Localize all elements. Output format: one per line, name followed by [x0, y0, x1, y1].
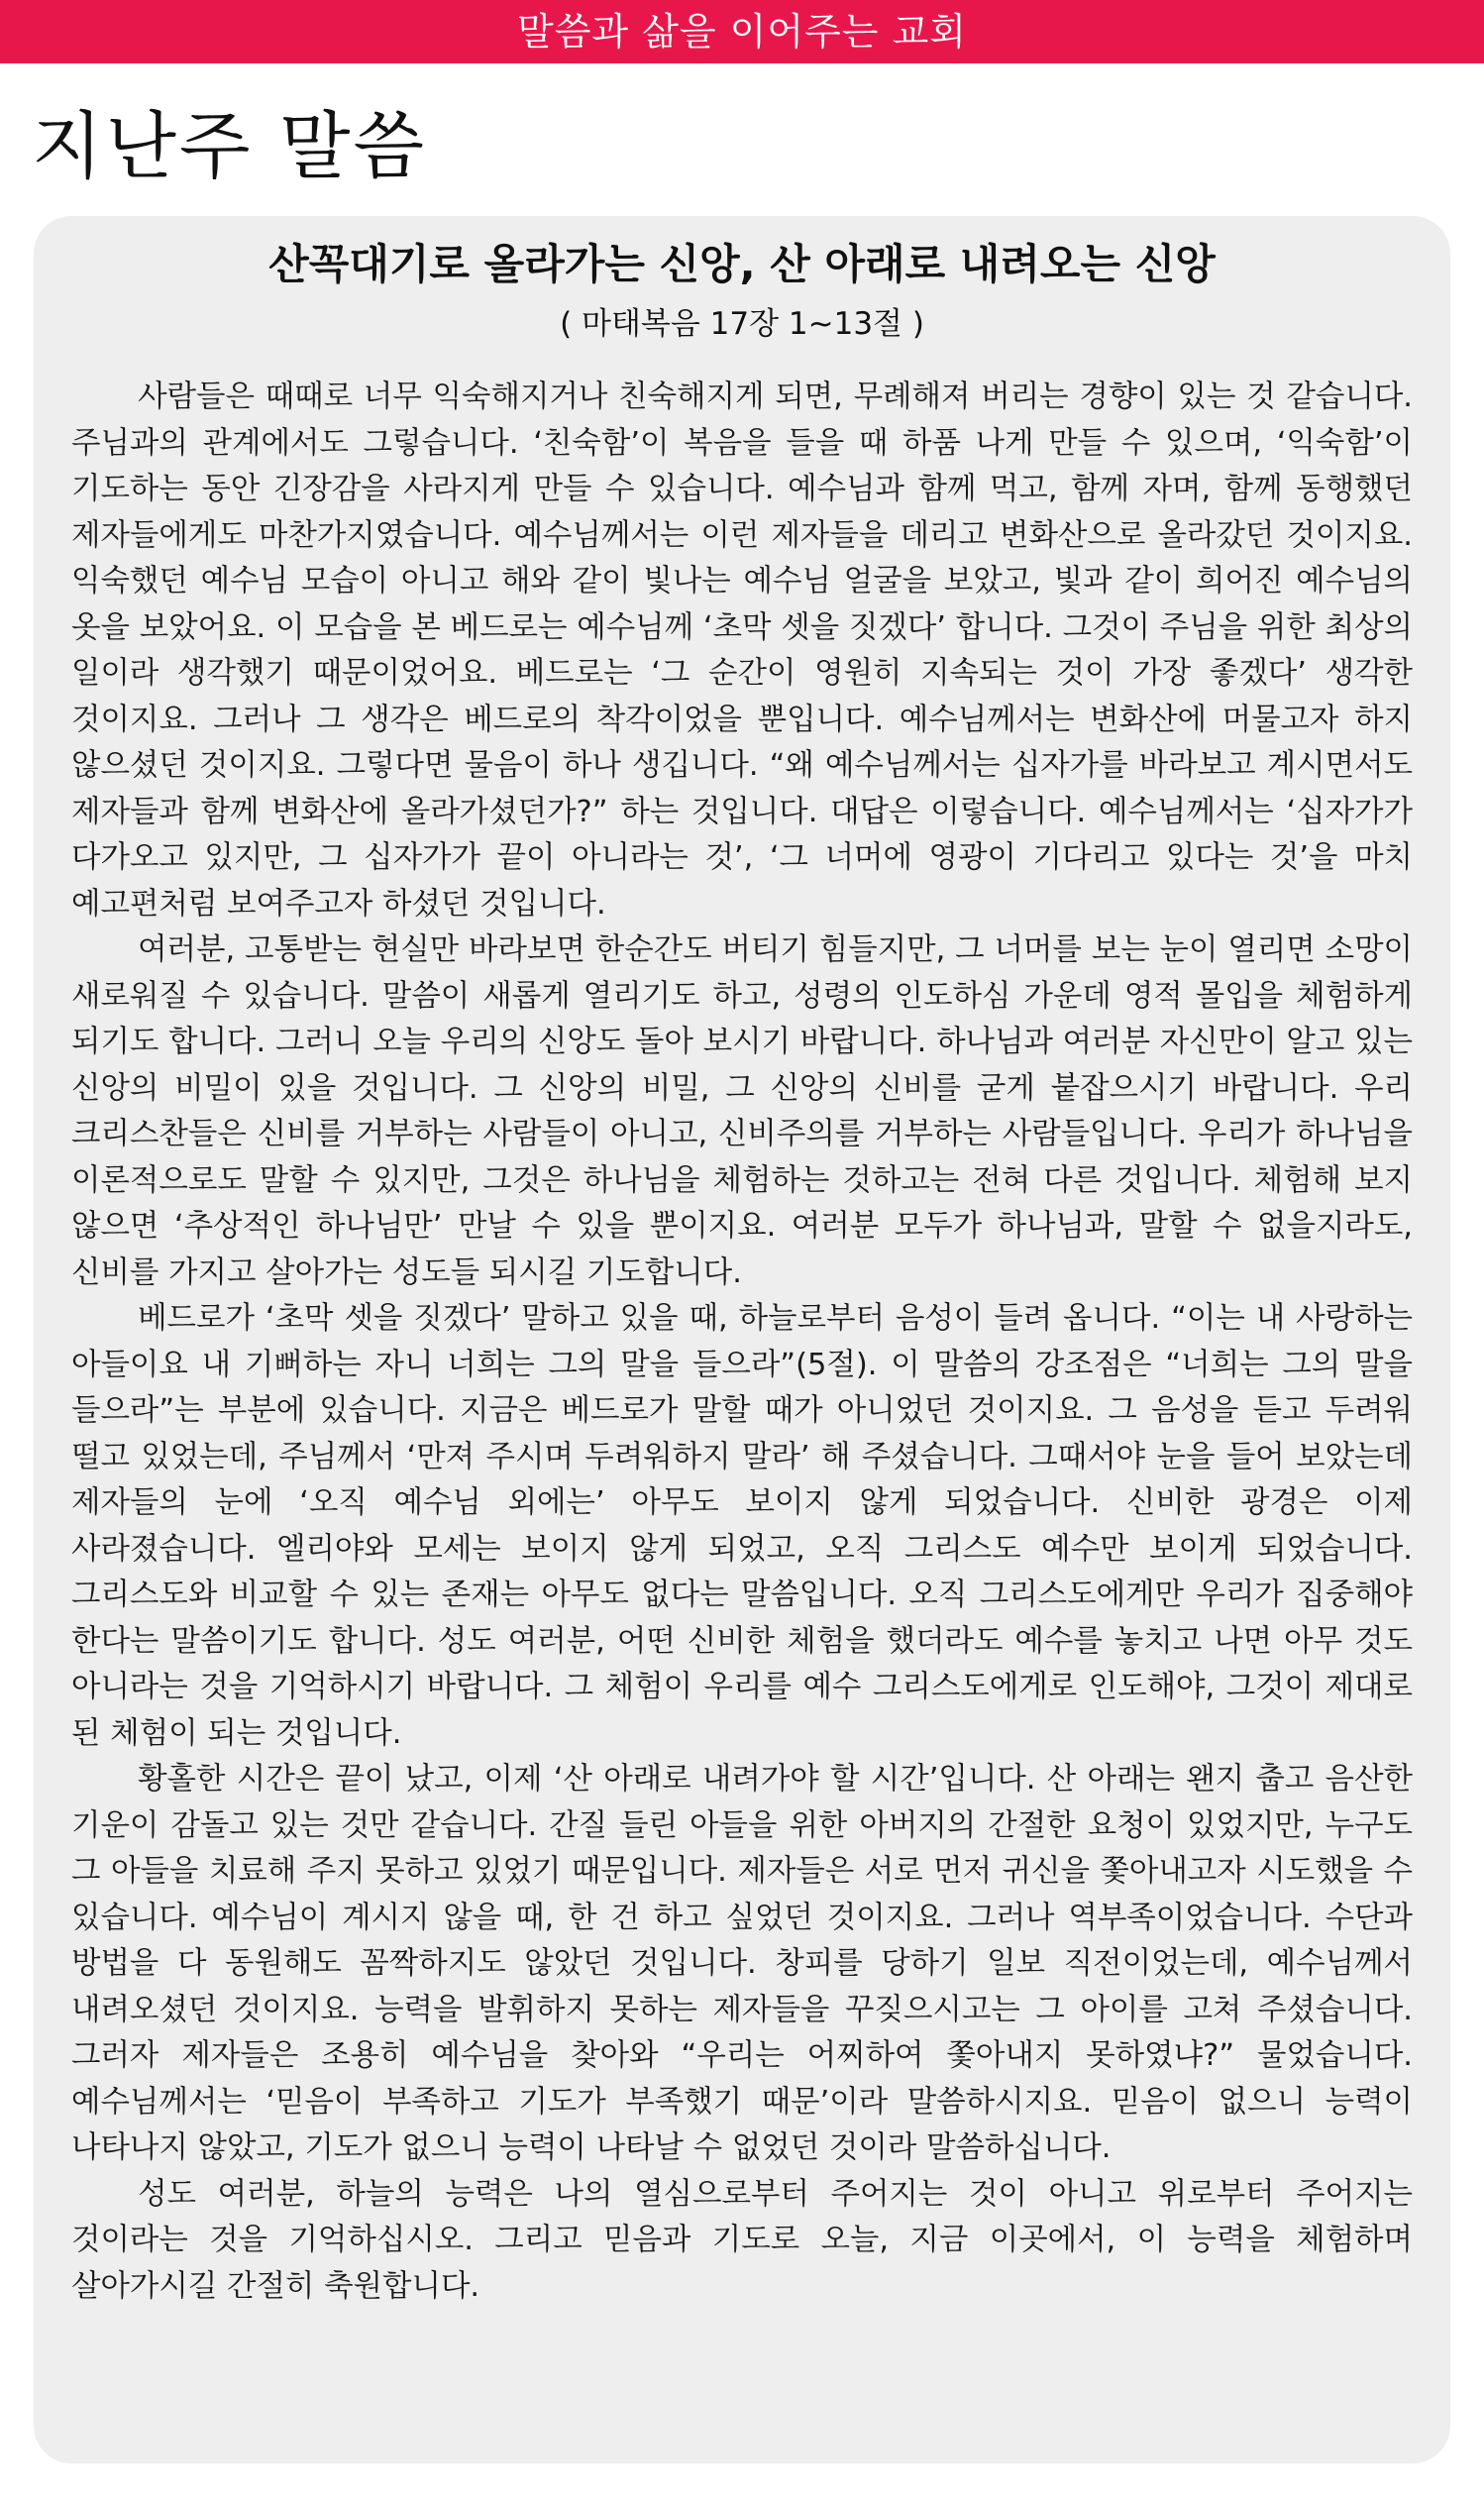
sermon-title: 산꼭대기로 올라가는 신앙, 산 아래로 내려오는 신앙 [268, 240, 1216, 288]
sermon-paragraph: 베드로가 ‘초막 셋을 짓겠다’ 말하고 있을 때, 하늘로부터 음성이 들려 옵니다. “이는 내 사랑하는 아들이요 내 기뻐하는 자니 너희는 그의 말을 들으라”(5절). 이 말씀의 강조점은 “너희는 그의 말을 들으라”는 부분에 있습니다. 지금은 베드로가 말할 때가 아니었던 것이지요. 그 음성을 듣고 두려워 떨고 있었는데, 주님께서 ‘만져 주시며 두려워하지 말라’ 해 주셨습니다. 그때서야 눈을 들어 보았는데 제자들의 눈에 ‘오직 예수님 외에는’ 아무도 보이지 않게 되었습니다. 신비한 광경은 이제 사라졌습니다. 엘리야와 모세는 보이지 않게 되었고, 오직 그리스도 예수만 보이게 되었습니다. 그리스도와 비교할 수 있는 존재는 아무도 없다는 말씀입니다. 오직 그리스도에게만 우리가 집중해야 한다는 말씀이기도 합니다. 성도 여러분, 어떤 신비한 체험을 했더라도 예수를 놓치고 나면 아무 것도 아니라는 것을 기억하시기 바랍니다. 그 체험이 우리를 예수 그리스도에게로 인도해야, 그것이 제대로 된 체험이 되는 것입니다. [71, 1301, 1413, 1751]
sermon-paragraph: 사람들은 때때로 너무 익숙해지거나 친숙해지게 되면, 무례해져 버리는 경향이 있는 것 같습니다. 주님과의 관계에서도 그렇습니다. ‘친숙함’이 복음을 들을 때 하품 나게 만들 수 있으며, ‘익숙함’이 기도하는 동안 긴장감을 사라지게 만들 수 있습니다. 예수님과 함께 먹고, 함께 자며, 함께 동행했던 제자들에게도 마찬가지였습니다. 예수님께서는 이런 제자들을 데리고 변화산으로 올라갔던 것이지요. 익숙했던 예수님 모습이 아니고 해와 같이 빛나는 예수님 얼굴을 보았고, 빛과 같이 희어진 예수님의 옷을 보았어요. 이 모습을 본 베드로는 예수님께 ‘초막 셋을 짓겠다’ 합니다. 그것이 주님을 위한 최상의 일이라 생각했기 때문이었어요. 베드로는 ‘그 순간이 영원히 지속되는 것이 가장 좋겠다’ 생각한 것이지요. 그러나 그 생각은 베드로의 착각이었을 뿐입니다. 예수님께서는 변화산에 머물고자 하지 않으셨던 것이지요. 그렇다면 물음이 하나 생깁니다. “왜 예수님께서는 십자가를 바라보고 계시면서도 제자들과 함께 변화산에 올라가셨던가?” 하는 것입니다. 대답은 이렇습니다. 예수님께서는 ‘십자가가 다가오고 있지만, 그 십자가가 끝이 아니라는 것’, ‘그 너머에 영광이 기다리고 있다는 것’을 마치 예고편처럼 보여주고자 하셨던 것입니다. [71, 380, 1413, 922]
sermon-paragraph: 황홀한 시간은 끝이 났고, 이제 ‘산 아래로 내려가야 할 시간’입니다. 산 아래는 왠지 춥고 음산한 기운이 감돌고 있는 것만 같습니다. 간질 들린 아들을 위한 아버지의 간절한 요청이 있었지만, 누구도 그 아들을 치료해 주지 못하고 있었기 때문입니다. 제자들은 서로 먼저 귀신을 쫓아내고자 시도했을 수 있습니다. 예수님이 계시지 않을 때, 한 건 하고 싶었던 것이지요. 그러나 역부족이었습니다. 수단과 방법을 다 동원해도 꼼짝하지도 않았던 것입니다. 창피를 당하기 일보 직전이었는데, 예수님께서 내려오셨던 것이지요. 능력을 발휘하지 못하는 제자들을 꾸짖으시고는 그 아이를 고쳐 주셨습니다. 그러자 제자들은 조용히 예수님을 찾아와 “우리는 어찌하여 쫓아내지 못하였냐?” 물었습니다. 예수님께서는 ‘믿음이 부족하고 기도가 부족했기 때문’이라 말씀하시지요. 믿음이 없으니 능력이 나타나지 않았고, 기도가 없으니 능력이 나타날 수 없었던 것이라 말씀하십니다. [71, 1762, 1413, 2165]
scripture-reference: ( 마태복음 17장 1~13절 ) [560, 306, 924, 342]
sermon-body [71, 375, 1413, 2310]
church-banner: 말씀과 삶을 이어주는 교회 [0, 0, 1484, 63]
sermon-paragraph: 성도 여러분, 하늘의 능력은 나의 열심으로부터 주어지는 것이 아니고 위로부터 주어지는 것이라는 것을 기억하십시오. 그리고 믿음과 기도로 오늘, 지금 이곳에서, 이 능력을 체험하며 살아가시길 간절히 축원합니다. [71, 2176, 1413, 2304]
section-title: 지난주 말씀 [32, 104, 427, 189]
sermon-card [34, 216, 1450, 2463]
sermon-paragraph: 여러분, 고통받는 현실만 바라보면 한순간도 버티기 힘들지만, 그 너머를 보는 눈이 열리면 소망이 새로워질 수 있습니다. 말씀이 새롭게 열리기도 하고, 성령의 인도하심 가운데 영적 몰입을 체험하게 되기도 합니다. 그러니 오늘 우리의 신앙도 돌아 보시기 바랍니다. 하나님과 여러분 자신만이 알고 있는 신앙의 비밀이 있을 것입니다. 그 신앙의 비밀, 그 신앙의 신비를 굳게 붙잡으시기 바랍니다. 우리 크리스찬들은 신비를 거부하는 사람들이 아니고, 신비주의를 거부하는 사람들입니다. 우리가 하나님을 이론적으로도 말할 수 있지만, 그것은 하나님을 체험하는 것하고는 전혀 다른 것입니다. 체험해 보지 않으면 ‘추상적인 하나님만’ 만날 수 있을 뿐이지요. 여러분 모두가 하나님과, 말할 수 없을지라도, 신비를 가지고 살아가는 성도들 되시길 기도합니다. [71, 932, 1413, 1290]
